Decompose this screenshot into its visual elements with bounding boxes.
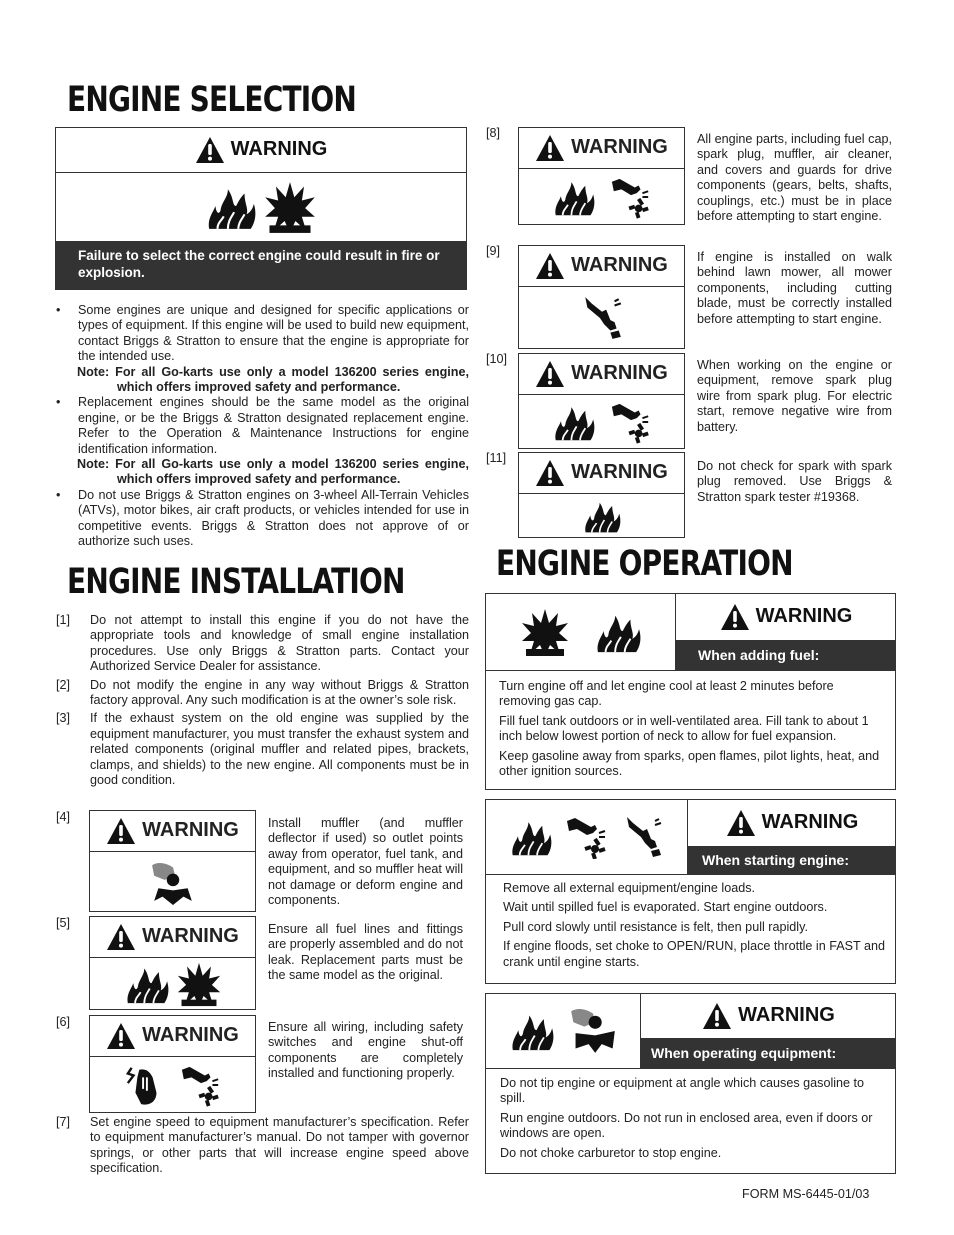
installation-items — [56, 613, 469, 788]
start-warning-box — [485, 799, 896, 984]
heading-engine-operation: ENGINE OPERATION — [496, 544, 793, 584]
warning-8-text: All engine parts, including fuel cap, spark plug, muffler, air cleaner, and covers and guards for drive components (gears, belts, shafts, couplings, etc.) must be in place before attempting to start engine. — [697, 132, 892, 224]
fuel-line-1: Turn engine off and let engine cool at least 2 minutes before removing gas cap. — [499, 679, 834, 709]
rotating-parts-icon — [180, 1063, 222, 1107]
fire-icon — [205, 183, 257, 231]
pictogram-area — [519, 287, 684, 348]
warning-header — [56, 128, 466, 173]
warning-box-9 — [518, 245, 685, 349]
fire-icon — [552, 402, 596, 442]
installation-item-2: [2] Do not modify the engine in any way without Briggs & Stratton factory approval. Any such modification is at the owner’s sole risk. — [56, 677, 469, 708]
fuel-line-2: Fill fuel tank outdoors or in well-ventilated area. Fill tank to about 1 inch below lowest portion of neck to allow for fuel expansion. — [499, 713, 869, 744]
fuel-instructions — [499, 679, 887, 783]
warning-triangle-icon — [535, 360, 565, 388]
selection-bullet-2: • Replacement engines should be the same model as the original engine, or be the Briggs & Stratton designated replacement engine. Refer to the Operation & Maintenance Instructions for engine identification information. — [55, 395, 469, 457]
warning-header: WARNING — [519, 453, 684, 494]
hot-surface-icon — [569, 1007, 617, 1055]
warning-box-6 — [89, 1015, 256, 1113]
explosion-icon — [520, 607, 570, 657]
pictogram-area — [519, 169, 684, 224]
item-number-8: [8] — [486, 126, 501, 140]
item-number-5: [5] — [56, 916, 71, 930]
fuel-warning-box — [485, 593, 896, 790]
selection-bullet-3: • Do not use Briggs & Stratton engines on 3-wheel All-Terrain Vehicles (ATVs), motor bikes, air craft products, or vehicles intended for use in competitive events. Briggs & Stratton does not approve of or authorize such uses. — [55, 488, 469, 550]
warning-header: WARNING — [519, 128, 684, 169]
warning-header: WARNING — [519, 246, 684, 287]
selection-warning-box — [55, 127, 467, 290]
recoil-kickback-icon — [621, 815, 665, 859]
start-pictograms — [486, 800, 688, 875]
selection-warning-banner: Failure to select the correct engine could result in fire or explosion. — [56, 241, 466, 289]
warning-triangle-icon — [535, 459, 565, 487]
start-instructions — [503, 881, 891, 974]
selection-note-1: Note: For all Go-karts use only a model 136200 series engine, which offers improved safety and performance. — [77, 364, 469, 395]
warning-box-11 — [518, 452, 685, 538]
warning-triangle-icon — [720, 603, 750, 631]
warning-triangle-icon — [535, 134, 565, 162]
item-number-11: [11] — [486, 451, 507, 465]
warning-box-8 — [518, 127, 685, 225]
selection-bullet-1: • Some engines are unique and designed for specific applications or types of equipment. If this engine will be used to build new equipment, contact Briggs & Stratton to ensure that the engine is appropriate for the intended use. — [55, 303, 469, 365]
rotating-parts-icon — [610, 400, 652, 444]
item-number-9: [9] — [486, 244, 501, 258]
operate-warning-box — [485, 993, 896, 1174]
rotating-parts-icon — [610, 175, 652, 219]
warning-triangle-icon — [106, 817, 136, 845]
heading-engine-selection: ENGINE SELECTION — [67, 80, 357, 120]
start-line-1: Remove all external equipment/engine loads. — [503, 881, 756, 895]
warning-9-text: If engine is installed on walk behind lawn mower, all mower components, including cutting blade, must be correctly installed before attempting to start engine. — [697, 250, 892, 326]
warning-triangle-icon — [195, 136, 225, 164]
fire-icon — [509, 817, 553, 857]
fuel-pictograms — [486, 594, 676, 671]
warning-header: WARNING — [90, 811, 255, 852]
warning-4-text: Install muffler (and muffler deflector if used) so outlet points away from operator, fuel tank, and equipment, and so muffler heat will not damage or deform engine and components. — [268, 816, 463, 908]
fire-icon — [581, 498, 623, 534]
operate-pictograms — [486, 994, 641, 1069]
installation-item-7: [7] Set engine speed to equipment manufacturer’s specification. Refer to equipment manufacturer’s manual. Do not tamper with governor springs, or other parts that will increase engine speed above specification. — [56, 1115, 469, 1176]
operate-line-1: Do not tip engine or equipment at angle which causes gasoline to spill. — [500, 1076, 865, 1106]
selection-note-2: Note: For all Go-karts use only a model 136200 series engine, which offers improved safety and performance. — [77, 457, 469, 487]
fuel-line-3: Keep gasoline away from sparks, open flames, pilot lights, heat, and other ignition sources. — [499, 748, 880, 779]
pictogram-area — [90, 1057, 255, 1112]
selection-text — [55, 303, 469, 550]
warning-6-text: Ensure all wiring, including safety switches and engine shut-off components are completely installed and functioning properly. — [268, 1020, 463, 1081]
warning-header: WARNING — [90, 1016, 255, 1057]
operate-line-2: Run engine outdoors. Do not run in enclosed area, even if doors or windows are open. — [500, 1110, 873, 1141]
hot-surface-icon — [150, 859, 196, 905]
operate-instructions — [500, 1076, 890, 1165]
start-bar: When starting engine: — [688, 846, 896, 874]
warning-10-text: When working on the engine or equipment, remove spark plug wire from spark plug. For electric start, remove negative wire from battery. — [697, 358, 892, 434]
fuel-bar: When adding fuel: — [676, 640, 896, 670]
start-line-4: If engine floods, set choke to OPEN/RUN, place throttle in FAST and crank until engine starts. — [503, 939, 885, 969]
warning-label: WARNING — [230, 138, 328, 161]
warning-header: WARNING — [519, 354, 684, 395]
pictogram-area — [90, 958, 255, 1009]
warning-triangle-icon — [726, 809, 756, 837]
pictogram-area — [90, 852, 255, 911]
form-number: FORM MS-6445-01/03 — [742, 1187, 870, 1201]
heading-engine-installation: ENGINE INSTALLATION — [67, 562, 405, 602]
warning-11-text: Do not check for spark with spark plug removed. Use Briggs & Stratton spark tester #19368. — [697, 459, 892, 504]
cutting-blade-icon — [579, 295, 625, 341]
rotating-parts-icon — [565, 815, 609, 859]
operate-warning-header: WARNING When operating equipment: — [641, 994, 896, 1069]
installation-item-3: [3] If the exhaust system on the old engine was supplied by the equipment manufacturer, you must transfer the exhaust system and related components (original muffler and related pipes, brackets, clamps, and shields) to the new engine. All components must be in good condition. — [56, 711, 469, 788]
start-line-3: Pull cord slowly until resistance is felt, then pull rapidly. — [503, 919, 808, 934]
item-number-10: [10] — [486, 352, 508, 366]
warning-box-10 — [518, 353, 685, 449]
fuel-warning-header: WARNING When adding fuel: — [676, 594, 896, 671]
item-number-4: [4] — [56, 810, 71, 824]
electric-shock-icon — [124, 1063, 166, 1107]
operate-bar: When operating equipment: — [641, 1038, 896, 1068]
warning-5-text: Ensure all fuel lines and fittings are properly assembled and do not leak. Replacement parts must be the same model as the original. — [268, 922, 463, 983]
warning-triangle-icon — [535, 252, 565, 280]
fire-icon — [509, 1010, 555, 1052]
warning-triangle-icon — [702, 1002, 732, 1030]
fire-icon — [552, 177, 596, 217]
warning-box-4 — [89, 810, 256, 912]
installation-item-1: [1] Do not attempt to install this engine if you do not have the appropriate tools and knowledge of small engine installation procedures. Use only Briggs & Stratton parts. Contact your Authorized Service Dealer for assistance. — [56, 613, 469, 674]
pictogram-area — [519, 494, 684, 537]
fire-icon — [124, 963, 170, 1005]
start-warning-header: WARNING When starting engine: — [688, 800, 896, 875]
pictogram-area — [519, 395, 684, 448]
explosion-icon — [176, 961, 222, 1007]
fire-icon — [594, 610, 642, 654]
warning-header: WARNING — [90, 917, 255, 958]
warning-triangle-icon — [106, 923, 136, 951]
start-line-2: Wait until spilled fuel is evaporated. Start engine outdoors. — [503, 900, 828, 915]
warning-box-5 — [89, 916, 256, 1010]
selection-pictograms — [56, 173, 466, 241]
warning-triangle-icon — [106, 1022, 136, 1050]
item-number-6: [6] — [56, 1015, 71, 1029]
explosion-icon — [263, 180, 317, 234]
operate-line-3: Do not choke carburetor to stop engine. — [500, 1145, 722, 1160]
